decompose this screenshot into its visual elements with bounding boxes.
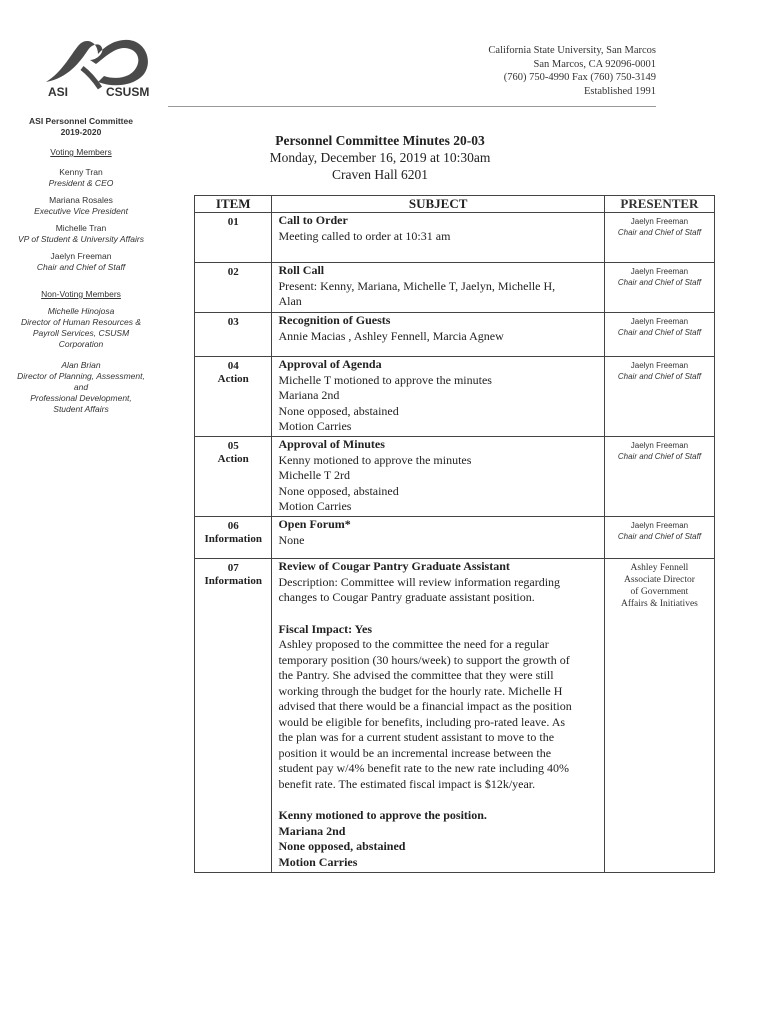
minutes-title-block — [230, 132, 530, 183]
presenter-name: Jaelyn Freeman — [630, 521, 689, 530]
item-text: Annie Macias , Ashley Fennell, Marcia Agnew — [278, 328, 504, 343]
item-type: Action — [217, 453, 249, 465]
column-header-presenter: PRESENTER — [604, 196, 714, 213]
item-type: Action — [217, 373, 249, 385]
member-role: VP of Student & University Affairs — [18, 234, 144, 244]
member-role: President & CEO — [48, 178, 114, 188]
committee-roster — [0, 116, 162, 415]
column-header-subject: SUBJECT — [272, 196, 604, 213]
member-role: Director of Planning, Assessment, — [17, 371, 145, 381]
asi-csusm-logo — [38, 38, 158, 104]
address-line: Established 1991 — [583, 85, 656, 97]
item-title: Approval of Minutes — [278, 437, 385, 451]
item-text: None opposed, abstained — [278, 403, 399, 418]
item-text: changes to Cougar Pantry graduate assistant position. — [278, 590, 535, 604]
item-text: Mariana 2nd — [278, 388, 340, 402]
fiscal-text: would be eligible for benefits, including pro-rated leave. As — [278, 714, 566, 729]
address-block — [488, 44, 656, 98]
table-row — [195, 517, 715, 559]
fiscal-text: benefit rate. The estimated fiscal impact is $12k/year. — [278, 776, 536, 791]
item-text: Description: Committee will review information regarding — [278, 574, 561, 589]
fiscal-impact-title: Fiscal Impact: Yes — [278, 621, 372, 636]
header-divider — [168, 106, 656, 107]
fiscal-text: temporary position (30 hours/week) to support the growth of — [278, 652, 570, 667]
presenter-name: Jaelyn Freeman — [630, 217, 689, 226]
item-number: 04 — [227, 360, 239, 372]
presenter-name: Ashley Fennell — [630, 563, 689, 573]
member-role: Corporation — [58, 339, 104, 349]
item-text: Alan — [278, 294, 302, 308]
item-number: 01 — [227, 216, 239, 228]
item-title: Review of Cougar Pantry Graduate Assistant — [278, 559, 510, 573]
voting-heading: Voting Members — [50, 147, 112, 157]
table-header-row — [195, 196, 715, 213]
member-name: Mariana Rosales — [49, 195, 113, 205]
fiscal-text: position it would be an incremental increase between the — [278, 745, 552, 760]
roster-year: 2019-2020 — [60, 127, 102, 137]
item-title: Approval of Agenda — [278, 357, 382, 371]
presenter-name: Jaelyn Freeman — [630, 317, 689, 326]
address-line: (760) 750-4990 Fax (760) 750-3149 — [503, 72, 656, 83]
item-number: 05 — [227, 440, 239, 452]
fiscal-text: advised that there would be a financial impact as the position — [278, 699, 572, 713]
member-role: Director of Human Resources & — [21, 317, 141, 327]
item-text: None opposed, abstained — [278, 483, 399, 498]
member-role: Payroll Services, CSUSM — [32, 328, 130, 338]
nonvoting-heading: Non-Voting Members — [41, 289, 121, 299]
member-name: Michelle Tran — [55, 223, 107, 233]
motion-text: Mariana 2nd — [278, 823, 346, 838]
table-row — [195, 357, 715, 437]
item-number: 03 — [227, 316, 239, 328]
item-title: Call to Order — [278, 213, 348, 227]
presenter-name: Jaelyn Freeman — [630, 267, 689, 276]
item-title: Recognition of Guests — [278, 313, 391, 327]
fiscal-text: working through the budget for the hourly rate. Michelle H — [278, 683, 563, 698]
member-name: Michelle Hinojosa — [47, 306, 115, 316]
item-title: Open Forum* — [278, 517, 351, 531]
table-row — [195, 263, 715, 313]
member-name: Kenny Tran — [59, 167, 103, 177]
member-role: Professional Development, — [30, 393, 132, 403]
fiscal-text: student pay w/4% benefit rate to the new rate including 40% — [278, 761, 570, 775]
logo-asi-text: ASI — [48, 85, 69, 99]
presenter-role: Chair and Chief of Staff — [617, 372, 702, 381]
motion-text: Motion Carries — [278, 854, 358, 869]
item-text: Motion Carries — [278, 419, 352, 433]
table-row — [195, 313, 715, 357]
presenter-role: Chair and Chief of Staff — [617, 278, 702, 287]
motion-text: None opposed, abstained — [278, 839, 406, 853]
presenter-role: Chair and Chief of Staff — [617, 328, 702, 337]
roster-title: ASI Personnel Committee — [29, 116, 133, 126]
table-row — [195, 213, 715, 263]
item-number: 07 — [227, 562, 239, 574]
item-type: Information — [204, 575, 262, 587]
presenter-name: Jaelyn Freeman — [630, 441, 689, 450]
member-role: Student Affairs — [53, 404, 109, 414]
item-number: 06 — [227, 520, 239, 532]
item-type: Information — [204, 533, 262, 545]
logo-csusm-text: CSUSM — [106, 85, 150, 99]
fiscal-text: Ashley proposed to the committee the need for a regular — [278, 637, 549, 651]
item-text: Kenny motioned to approve the minutes — [278, 452, 472, 467]
member-name: Jaelyn Freeman — [50, 251, 112, 261]
address-line: California State University, San Marcos — [488, 45, 656, 56]
column-header-item: ITEM — [195, 196, 272, 213]
presenter-role: Associate Director — [623, 575, 695, 585]
presenter-role: Affairs & Initiatives — [621, 599, 698, 609]
item-text: Meeting called to order at 10:31 am — [278, 228, 451, 243]
meeting-location: Craven Hall 6201 — [332, 167, 428, 182]
item-title: Roll Call — [278, 263, 325, 277]
motion-text: Kenny motioned to approve the position. — [278, 808, 487, 822]
presenter-role: of Government — [630, 587, 689, 597]
item-text: Michelle T 2rd — [278, 468, 350, 482]
meeting-date: Monday, December 16, 2019 at 10:30am — [269, 150, 491, 165]
presenter-role: Chair and Chief of Staff — [617, 228, 702, 237]
fiscal-text: the Pantry. She advised the committee that they were still — [278, 668, 554, 682]
minutes-table — [194, 195, 715, 873]
item-text: Present: Kenny, Mariana, Michelle T, Jaelyn, Michelle H, — [278, 278, 556, 293]
item-text: None — [278, 532, 305, 547]
table-row — [195, 559, 715, 873]
item-text: Michelle T motioned to approve the minutes — [278, 372, 492, 387]
presenter-role: Chair and Chief of Staff — [617, 532, 702, 541]
fiscal-text: the plan was for a current student assistant to move to the — [278, 730, 555, 744]
item-number: 02 — [227, 266, 239, 278]
page-title: Personnel Committee Minutes 20-03 — [275, 133, 485, 148]
member-name: Alan Brian — [61, 360, 101, 370]
member-role: Chair and Chief of Staff — [36, 262, 126, 272]
member-role: and — [73, 382, 89, 392]
presenter-name: Jaelyn Freeman — [630, 361, 689, 370]
item-text: Motion Carries — [278, 499, 352, 513]
table-row — [195, 437, 715, 517]
presenter-role: Chair and Chief of Staff — [617, 452, 702, 461]
member-role: Executive Vice President — [34, 206, 128, 216]
address-line: San Marcos, CA 92096-0001 — [533, 58, 656, 70]
